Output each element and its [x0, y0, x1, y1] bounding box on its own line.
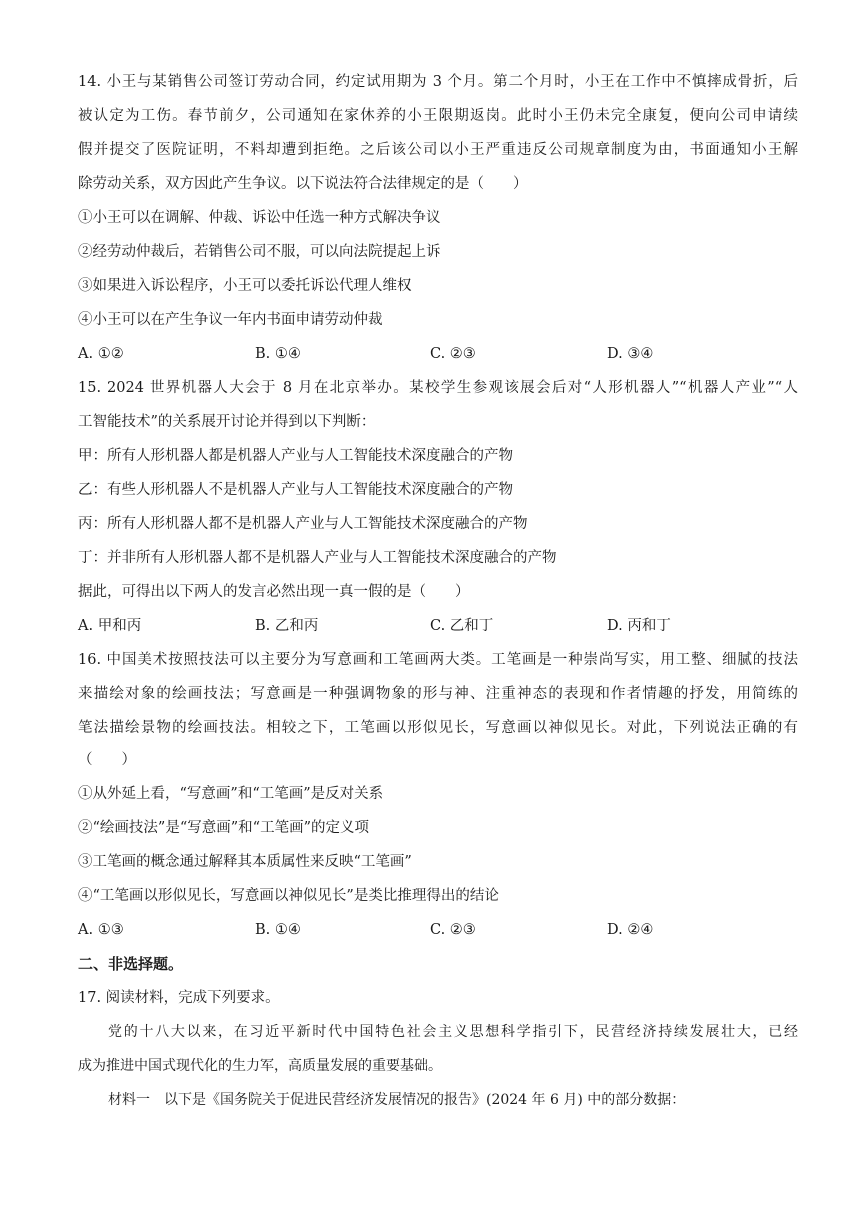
q17-paragraph-line-1: 党的十八大以来，在习近平新时代中国特色社会主义思想科学指引下，民营经济持续发展壮大，已经: [108, 1024, 798, 1040]
q15-option-d: D. 丙和丁: [607, 618, 671, 634]
q16-option-a: A. ①③: [78, 922, 124, 938]
q16-statement-2: ②“绘画技法”是“写意画”和“工笔画”的定义项: [78, 820, 369, 836]
q15-option-b: B. 乙和丙: [255, 618, 319, 634]
q14-option-a: A. ①②: [78, 346, 124, 362]
q16-stem-line-4: （ ）: [78, 752, 136, 768]
q14-stem-line-1: 14. 小王与某销售公司签订劳动合同，约定试用期为 3 个月。第二个月时，小王在工作中不慎摔成骨折，后: [78, 74, 798, 90]
q16-stem-line-3: 笔法描绘景物的绘画技法。相较之下，工笔画以形似见长，写意画以神似见长。对此，下列说法正确的有: [78, 720, 798, 736]
q16-option-c: C. ②③: [430, 922, 476, 938]
q14-option-b: B. ①④: [255, 346, 301, 362]
q16-stem-line-2: 来描绘对象的绘画技法；写意画是一种强调物象的形与神、注重神态的表现和作者情趣的抒发，用简练的: [78, 686, 798, 702]
q14-statement-4: ④小王可以在产生争议一年内书面申请劳动仲裁: [78, 312, 383, 328]
q17-material-1: 材料一 以下是《国务院关于促进民营经济发展情况的报告》(2024 年 6 月) 中的部分数据：: [108, 1092, 686, 1108]
q16-statement-1: ①从外延上看，“写意画”和“工笔画”是反对关系: [78, 786, 384, 802]
q15-option-c: C. 乙和丁: [430, 618, 494, 634]
q17-paragraph-line-2: 成为推进中国式现代化的生力军，高质量发展的重要基础。: [78, 1058, 442, 1074]
q14-statement-1: ①小王可以在调解、仲裁、诉讼中任选一种方式解决争议: [78, 210, 441, 226]
q16-stem-line-1: 16. 中国美术按照技法可以主要分为写意画和工笔画两大类。工笔画是一种崇尚写实，用工整、细腻的技法: [78, 652, 798, 668]
q15-statement-ding: 丁：并非所有人形机器人都不是机器人产业与人工智能技术深度融合的产物: [78, 550, 557, 566]
q14-stem-line-2: 被认定为工伤。春节前夕，公司通知在家休养的小王限期返岗。此时小王仍未完全康复，便向公司申请续: [78, 108, 798, 124]
q14-option-d: D. ③④: [607, 346, 654, 362]
q14-stem-line-4: 除劳动关系，双方因此产生争议。以下说法符合法律规定的是（ ）: [78, 176, 528, 192]
q15-question: 据此，可得出以下两人的发言必然出现一真一假的是（ ）: [78, 584, 470, 600]
q14-statement-3: ③如果进入诉讼程序，小王可以委托诉讼代理人维权: [78, 278, 412, 294]
q17-intro: 17. 阅读材料，完成下列要求。: [78, 990, 280, 1006]
q16-option-b: B. ①④: [255, 922, 301, 938]
q15-statement-jia: 甲：所有人形机器人都是机器人产业与人工智能技术深度融合的产物: [78, 448, 513, 464]
q15-stem-line-2: 工智能技术”的关系展开讨论并得到以下判断：: [78, 414, 376, 430]
q14-stem-line-3: 假并提交了医院证明，不料却遭到拒绝。之后该公司以小王严重违反公司规章制度为由，书面通知小王解: [78, 142, 798, 158]
q14-option-c: C. ②③: [430, 346, 476, 362]
q16-statement-4: ④“工笔画以形似见长，写意画以神似见长”是类比推理得出的结论: [78, 888, 499, 904]
q15-statement-bing: 丙：所有人形机器人都不是机器人产业与人工智能技术深度融合的产物: [78, 516, 528, 532]
section-heading: 二、非选择题。: [78, 955, 184, 973]
q16-option-d: D. ②④: [607, 922, 654, 938]
q16-statement-3: ③工笔画的概念通过解释其本质属性来反映“工笔画”: [78, 854, 412, 870]
q15-statement-yi: 乙：有些人形机器人不是机器人产业与人工智能技术深度融合的产物: [78, 482, 513, 498]
q14-statement-2: ②经劳动仲裁后，若销售公司不服，可以向法院提起上诉: [78, 244, 441, 260]
q15-option-a: A. 甲和丙: [78, 618, 142, 634]
q15-stem-line-1: 15. 2024 世界机器人大会于 8 月在北京举办。某校学生参观该展会后对“人形机器人”“机器人产业”“人: [78, 380, 798, 396]
